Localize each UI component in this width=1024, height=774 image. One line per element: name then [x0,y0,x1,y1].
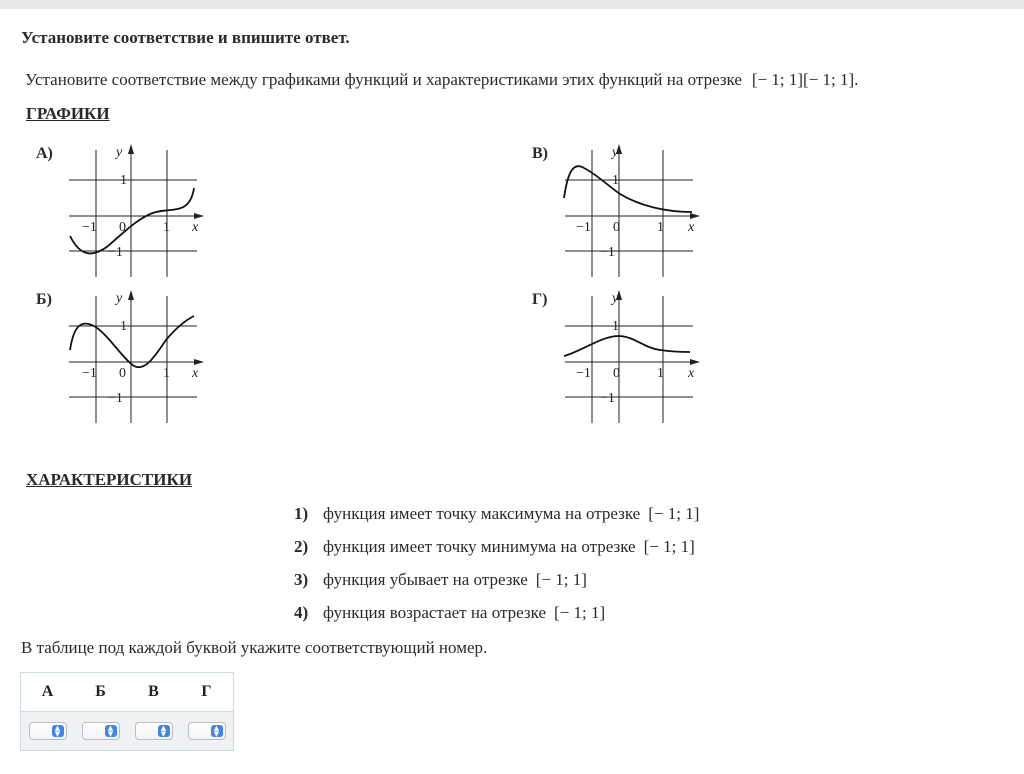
up-down-chevron-icon: ▲ ▼ [158,725,170,737]
graph-grid [565,290,700,423]
y-axis-arrow-icon [128,290,134,300]
characteristic-interval: [− 1; 1] [648,504,700,523]
characteristics-list [294,504,699,636]
answer-column-a: А [21,673,75,712]
tick-label-y-minus-one: −1 [108,245,123,260]
tick-label-y-minus-one: −1 [108,391,123,406]
characteristic-item [294,537,699,570]
question-interval: [− 1; 1][− 1; 1]. [751,70,859,89]
tick-label-y-one: 1 [120,173,127,188]
up-down-chevron-icon: ▲ ▼ [52,725,64,737]
characteristic-interval: [− 1; 1] [535,570,587,589]
task-heading: Установите соответствие и впишите ответ. [21,28,350,47]
tick-label-x-minus-one: −1 [82,366,97,381]
tick-label-x-minus-one: −1 [82,220,97,235]
question-text [25,70,858,90]
characteristic-item [294,603,699,636]
graph-v [556,140,706,280]
characteristic-interval: [− 1; 1] [643,537,695,556]
tick-label-y-minus-one: −1 [600,391,615,406]
y-axis-label: y [612,291,619,306]
answer-column-g: Г [180,673,234,712]
graph-label-v: В) [532,145,548,162]
answer-column-b: Б [74,673,127,712]
graph-a [60,140,210,280]
tick-label-y-one: 1 [612,173,619,188]
tick-label-y-minus-one: −1 [600,245,615,260]
characteristic-number: 1) [294,504,309,523]
graph-grid [69,290,204,423]
x-axis-arrow-icon [194,213,204,219]
x-axis-arrow-icon [194,359,204,365]
characteristic-text: функция имеет точку максимума на отрезке [323,504,641,523]
answer-select-v[interactable] [135,722,173,740]
function-curve [564,336,690,356]
tick-label-x-minus-one: −1 [576,366,591,381]
tick-label-zero: 0 [119,220,126,235]
tick-label-x-one: 1 [163,220,170,235]
tick-label-zero: 0 [119,366,126,381]
characteristics-section-title: ХАРАКТЕРИСТИКИ [26,470,193,489]
tick-label-x-minus-one: −1 [576,220,591,235]
graph-label-a: А) [36,145,53,162]
function-curve [564,166,692,212]
answer-select-a[interactable] [29,722,67,740]
characteristic-number: 2) [294,537,309,556]
up-down-chevron-icon: ▲ ▼ [105,725,117,737]
x-axis-label: x [688,220,695,235]
answer-cell [127,712,180,751]
up-down-chevron-icon: ▲ ▼ [211,725,223,737]
tick-label-x-one: 1 [163,366,170,381]
graph-label-g: Г) [532,291,548,308]
x-axis-arrow-icon [690,213,700,219]
x-axis-arrow-icon [690,359,700,365]
graph-g [556,286,706,426]
graphs-section-title: ГРАФИКИ [26,104,110,123]
graph-grid [565,144,700,277]
tick-label-x-one: 1 [657,220,664,235]
y-axis-label: y [612,145,619,160]
y-axis-label: y [116,291,123,306]
answer-cell [21,712,75,751]
tick-label-x-one: 1 [657,366,664,381]
characteristic-item [294,504,699,537]
tick-label-zero: 0 [613,366,620,381]
answer-cell [180,712,234,751]
graph-grid [69,144,204,277]
answer-instruction: В таблице под каждой буквой укажите соответствующий номер. [21,638,488,657]
function-curve [70,316,194,367]
characteristic-number: 3) [294,570,309,589]
x-axis-label: x [192,366,199,381]
graph-b [60,286,210,426]
y-axis-label: y [116,145,123,160]
characteristic-interval: [− 1; 1] [554,603,606,622]
top-bar [0,0,1024,9]
y-axis-arrow-icon [128,144,134,154]
characteristic-text: функция имеет точку минимума на отрезке [323,537,636,556]
tick-label-y-one: 1 [612,319,619,334]
x-axis-label: x [688,366,695,381]
question-body: Установите соответствие между графиками функций и характеристиками этих функций на отрезке [25,70,742,89]
tick-label-y-one: 1 [120,319,127,334]
characteristic-text: функция возрастает на отрезке [323,603,546,622]
characteristic-item [294,570,699,603]
answer-column-v: В [127,673,180,712]
answer-cell [74,712,127,751]
characteristic-number: 4) [294,603,309,622]
answer-table [20,672,234,751]
answer-select-b[interactable] [82,722,120,740]
characteristic-text: функция убывает на отрезке [323,570,528,589]
answer-select-g[interactable] [188,722,226,740]
x-axis-label: x [192,220,199,235]
graph-label-b: Б) [36,291,52,308]
tick-label-zero: 0 [613,220,620,235]
